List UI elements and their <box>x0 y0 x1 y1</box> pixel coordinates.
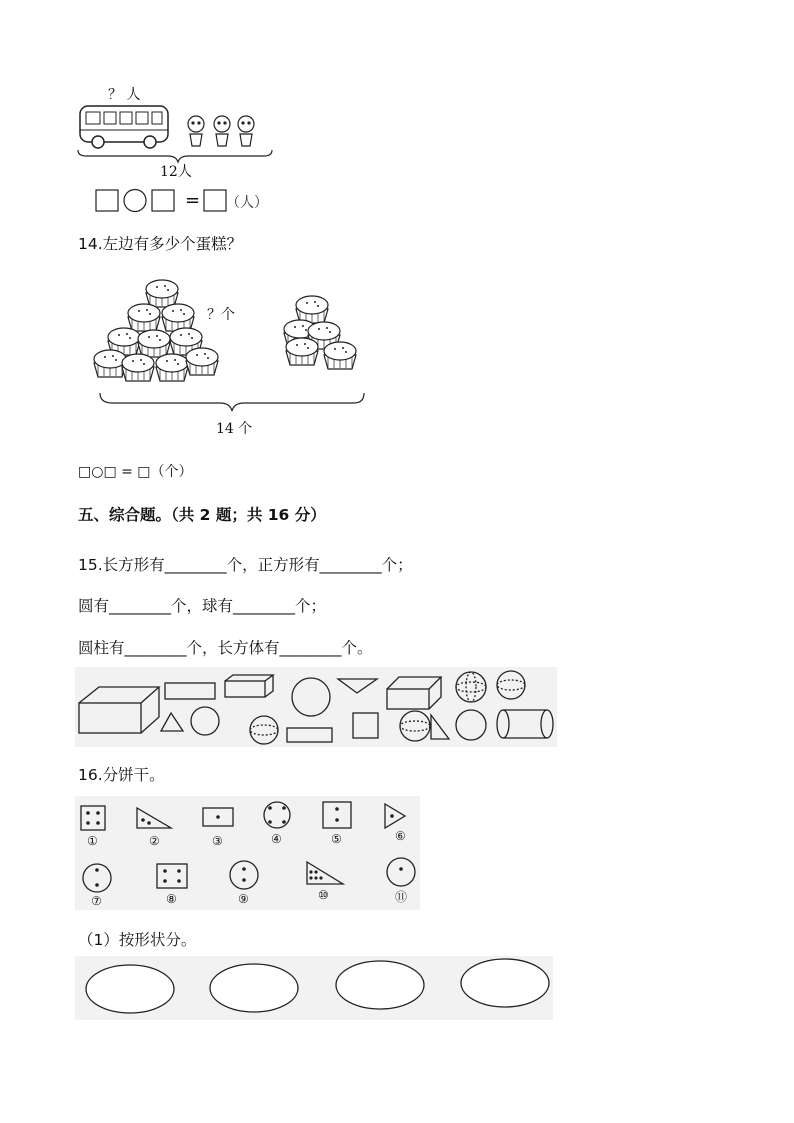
circle-3 <box>456 710 486 740</box>
cookie-2 <box>137 808 171 828</box>
q15-line-1: 15.长方形有________个，正方形有________个； <box>78 556 413 574</box>
square-1 <box>353 713 378 738</box>
cakes-total-label: 14 个 <box>216 421 253 437</box>
cookie-1 <box>81 806 105 830</box>
shapes-illustration <box>75 667 557 747</box>
cookies-figure <box>75 796 420 910</box>
cookie-number-6: ⑥ <box>395 829 406 843</box>
shapes-figure <box>75 667 557 747</box>
equation-unit: （人） <box>226 195 268 211</box>
cookie-number-5: ⑤ <box>331 832 342 846</box>
oval-4 <box>461 959 549 1007</box>
section-5-title: 五、综合题。（共 2 题；共 16 分） <box>78 506 326 524</box>
sphere-2 <box>497 671 525 699</box>
oval-3 <box>336 961 424 1009</box>
cuboid-small <box>225 675 273 697</box>
cookie-number-1: ① <box>87 834 98 848</box>
cookie-number-7: ⑦ <box>91 894 102 908</box>
cookie-number-3: ③ <box>212 834 223 848</box>
q15-line-2: 圆有________个，球有________个； <box>78 597 327 615</box>
bus-total-label: 12人 <box>160 164 192 180</box>
ovals-illustration <box>75 956 553 1020</box>
rectangle-2 <box>287 728 332 742</box>
triangle-2 <box>161 713 183 731</box>
q16-prompt: 16.分饼干。 <box>78 766 165 784</box>
cookie-9 <box>230 861 258 889</box>
child-3 <box>238 116 254 146</box>
bus-unknown-label: ？ 人 <box>108 87 141 103</box>
cylinder-1 <box>497 710 553 738</box>
sorting-ovals <box>75 956 553 1020</box>
cookie-4 <box>264 802 290 828</box>
rectangle-1 <box>165 683 215 699</box>
cookie-8 <box>157 864 187 888</box>
circle-2 <box>191 707 219 735</box>
cookie-5 <box>323 802 351 828</box>
child-1 <box>188 116 204 146</box>
q15-line-3: 圆柱有________个，长方体有________个。 <box>78 639 373 657</box>
cuboid-large <box>79 687 159 733</box>
sphere-1 <box>456 672 486 702</box>
cookie-number-4: ④ <box>271 832 282 846</box>
cookie-number-10: ⑩ <box>318 888 329 902</box>
oval-2 <box>210 964 298 1012</box>
sphere-3 <box>250 716 278 744</box>
cookie-number-2: ② <box>149 834 160 848</box>
child-2 <box>214 116 230 146</box>
q16-sub1: （1）按形状分。 <box>78 931 197 949</box>
circle-1 <box>292 678 330 716</box>
oval-1 <box>86 965 174 1013</box>
cookie-11 <box>387 858 415 886</box>
cuboid-medium <box>387 677 441 709</box>
cookie-6 <box>385 804 405 828</box>
cookie-10 <box>307 862 343 884</box>
cookie-number-9: ⑨ <box>238 892 249 906</box>
equals-sign: = <box>185 190 201 211</box>
q14-equation: □○□ = □（个） <box>78 464 193 480</box>
sphere-4 <box>400 711 430 741</box>
cakes-unknown-label: ？个 <box>207 307 235 323</box>
q14-prompt: 14.左边有多少个蛋糕？ <box>78 235 243 253</box>
triangle-1 <box>338 679 377 693</box>
cookie-number-11: ⑪ <box>395 890 408 904</box>
cookie-number-8: ⑧ <box>166 892 177 906</box>
triangle-3 <box>431 715 449 739</box>
